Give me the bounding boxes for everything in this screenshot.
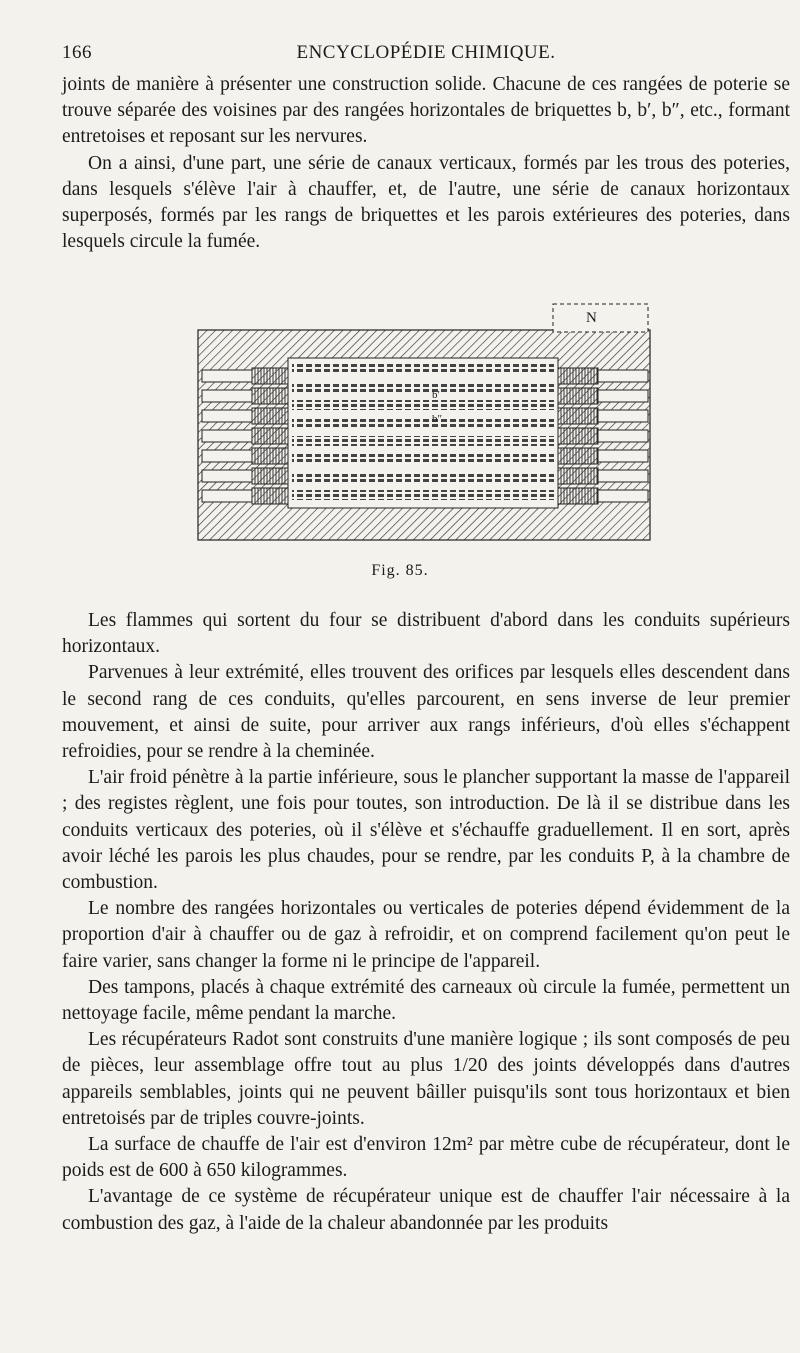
paragraph: Les flammes qui sortent du four se distribuent d'abord dans les conduits supérieurs horizontaux. (62, 610, 790, 658)
label-b2: b″ (432, 413, 443, 425)
paragraph: La surface de chauffe de l'air est d'environ 12m² par mètre cube de récupérateur, dont le poids est de 600 à 650 kilogrammes. (62, 1134, 790, 1182)
figure-85 (188, 298, 654, 544)
label-b1: b′ (432, 389, 440, 401)
poterie-row (292, 418, 554, 428)
register-block (558, 468, 598, 484)
running-title: ENCYCLOPÉDIE CHIMIQUE. (296, 42, 556, 63)
poterie-row (292, 382, 554, 392)
paragraph: L'avantage de ce système de récupérateur unique est de chauffer l'air nécessaire à la combustion des gaz, à l'aide de la chaleur abandonnée par les produits (62, 1186, 790, 1234)
side-channel (598, 370, 648, 382)
recuperator-diagram (188, 298, 654, 544)
register-block (558, 428, 598, 444)
page-header (62, 38, 790, 68)
poterie-row (292, 490, 554, 500)
register-block (558, 408, 598, 424)
paragraph: Les récupérateurs Radot sont construits d'une manière logique ; ils sont composés de peu de pièces, leur assemblage offre tout au plus 1/20 des joints développés dans d'autres appareils semblables, joints qui ne peuvent bâiller puisqu'ils sont tous horizontaux et bien entretoisés par de triples couvre-joints. (62, 1029, 790, 1129)
poterie-row (292, 400, 554, 410)
side-channel (598, 450, 648, 462)
side-channel (202, 390, 252, 402)
side-channel (202, 410, 252, 422)
register-block (558, 388, 598, 404)
side-channel (598, 390, 648, 402)
text-block-bottom (62, 608, 790, 1237)
paragraph: On a ainsi, d'une part, une série de canaux verticaux, formés par les trous des poteries, dans lesquels s'élève l'air à chauffer, et, de l'autre, une série de canaux horizontaux superposés, formés par les rangs de briquettes et les parois extérieures des poteries, dans lesquels circule la fumée. (62, 152, 790, 253)
register-block (252, 448, 288, 464)
side-channel (202, 450, 252, 462)
poterie-row (292, 454, 554, 464)
paragraph: Parvenues à leur extrémité, elles trouvent des orifices par lesquels elles descendent dans le second rang de ces conduits, qu'elles parcourent, en sens inverse de leur premier mouvement, et ainsi de suite, pour arriver aux rangs inférieurs, d'où elles s'échappent refroidies, pour se rendre à la cheminée. (62, 662, 790, 763)
register-block (252, 408, 288, 424)
side-channel (598, 430, 648, 442)
side-channel (598, 470, 648, 482)
paragraph: joints de manière à présenter une construction solide. Chacune de ces rangées de poterie se trouve séparée des voisines par des rangées horizontales de briquettes b, b′, b″, etc., formant entretoises et reposant sur les nervures. (62, 74, 790, 148)
register-block (558, 368, 598, 384)
side-channel (598, 410, 648, 422)
side-channel (202, 470, 252, 482)
register-block (252, 428, 288, 444)
poterie-row (292, 472, 554, 482)
side-channel (202, 490, 252, 502)
register-block (252, 368, 288, 384)
text-block-top (62, 72, 790, 255)
side-channel (598, 490, 648, 502)
register-block (252, 488, 288, 504)
register-block (252, 468, 288, 484)
figure-caption: Fig. 85. (371, 562, 429, 579)
page-number: 166 (62, 42, 92, 63)
poterie-row (292, 436, 554, 446)
paragraph: Le nombre des rangées horizontales ou verticales de poteries dépend évidemment de la proportion d'air à chauffer ou de gaz à refroidir, et on comprend facilement qu'on peut le faire varier, sans changer la forme ni le principe de l'appareil. (62, 898, 790, 972)
side-channel (202, 430, 252, 442)
poterie-row (292, 364, 554, 374)
side-channel (202, 370, 252, 382)
label-n: N (586, 310, 597, 326)
register-block (558, 448, 598, 464)
paragraph: L'air froid pénètre à la partie inférieure, sous le plancher supportant la masse de l'appareil ; des registes règlent, une fois pour toutes, son introduction. De là il se distribue dans les conduits verticaux des poteries, où il s'élève et s'échauffe graduellement. Il en sort, après avoir léché les parois les plus chaudes, pour se rendre, par les conduits P, à la chambre de combustion. (62, 767, 790, 894)
register-block (252, 388, 288, 404)
paragraph: Des tampons, placés à chaque extrémité des carneaux où circule la fumée, permettent un nettoyage facile, même pendant la marche. (62, 976, 790, 1025)
register-block (558, 488, 598, 504)
